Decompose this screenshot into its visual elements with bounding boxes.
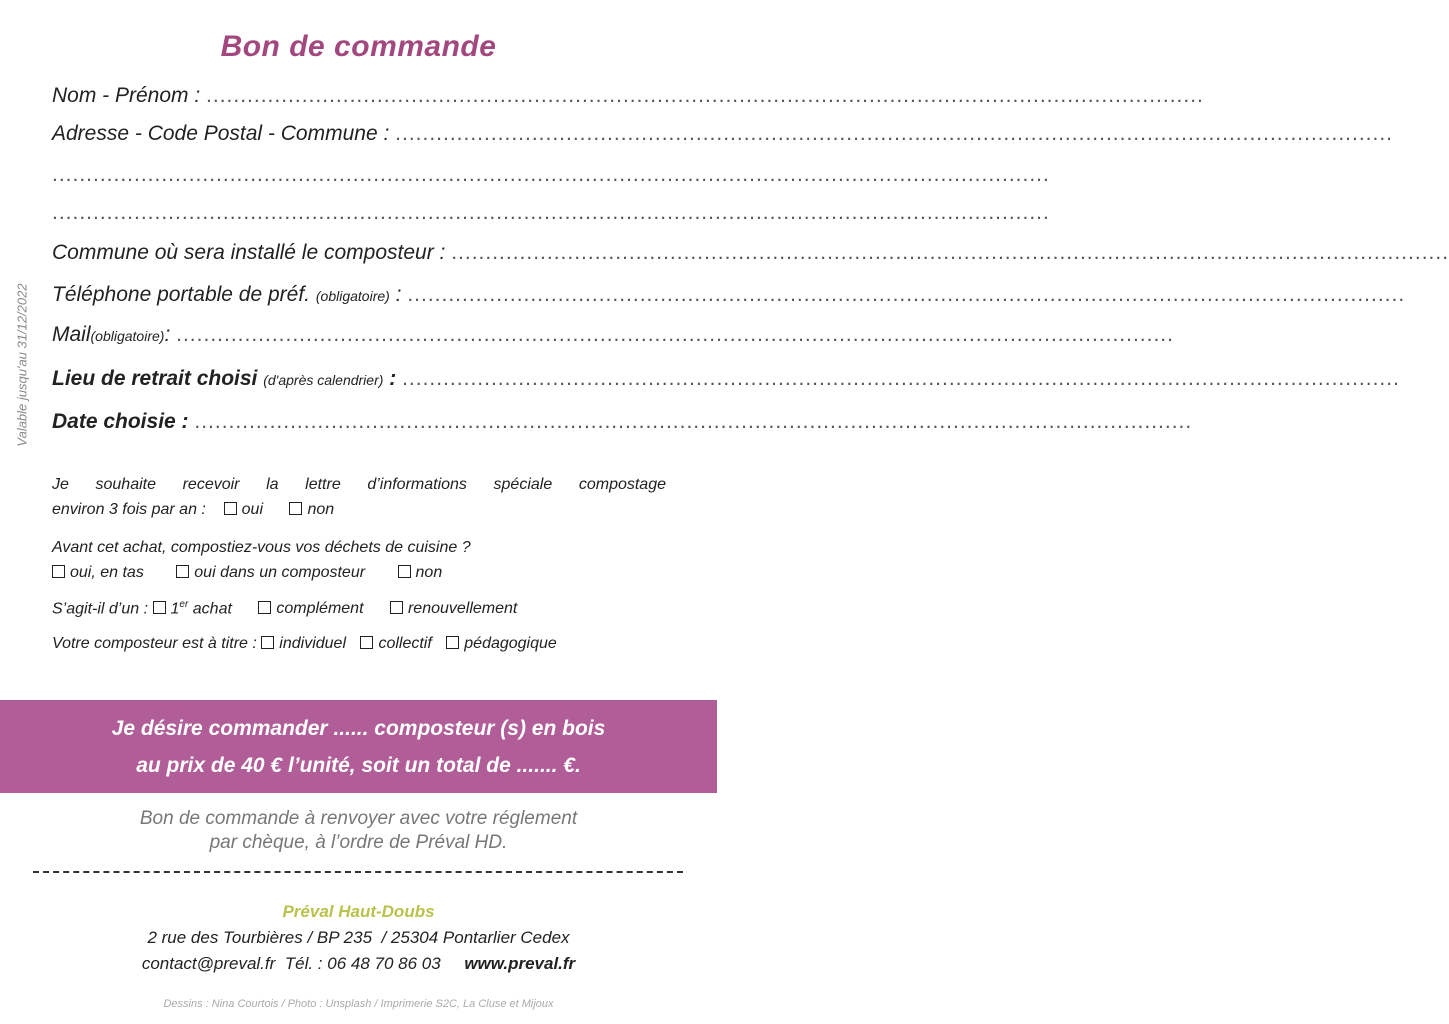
name-field[interactable]: [52, 84, 1204, 108]
address-line-2-dots: ..................................................................................................................................................: [52, 163, 1050, 186]
pickup-place-label: Lieu de retrait choisi: [52, 367, 258, 390]
phone-colon: :: [395, 283, 402, 306]
return-note: [0, 807, 717, 855]
composter-type-row: [52, 635, 666, 653]
newsletter-question-line2: environ 3 fois par an :: [52, 501, 206, 518]
purchase-option-complement[interactable]: complément: [258, 600, 363, 618]
pickup-place-note: (d'après calendrier): [263, 372, 384, 388]
return-note-line-2: par chèque, à l’ordre de Préval HD.: [209, 832, 508, 853]
form-title: Bon de commande: [220, 30, 497, 63]
order-line-1: Je désire commander ...... composteur (s) en bois: [111, 717, 606, 740]
install-commune-dots: ..................................................................................................................................................: [451, 241, 1449, 264]
composter-option-collective[interactable]: collectif: [360, 635, 431, 653]
purchase-type-question: S’agit-il d’un :: [52, 600, 149, 618]
checkbox[interactable]: [398, 565, 411, 578]
pickup-date-label: Date choisie :: [52, 410, 189, 433]
mail-label: Mail: [52, 323, 91, 346]
checkbox[interactable]: [224, 502, 237, 515]
phone-dots: ..................................................................................................................................................: [407, 283, 1406, 306]
prior-option-no[interactable]: non: [398, 564, 443, 582]
checkbox[interactable]: [52, 565, 65, 578]
address-label: Adresse - Code Postal - Commune :: [52, 122, 390, 145]
newsletter-options: [52, 501, 666, 519]
composter-option-individual[interactable]: individuel: [261, 635, 346, 653]
phone-label: Téléphone portable de préf.: [52, 283, 311, 306]
pickup-place-colon: :: [389, 367, 397, 390]
name-label: Nom - Prénom :: [52, 84, 201, 107]
org-address: 2 rue des Tourbières / BP 235 / 25304 Pontarlier Cedex: [147, 928, 570, 947]
prior-option-composter[interactable]: oui dans un composteur: [176, 564, 365, 582]
purchase-option-first[interactable]: 1er achat: [153, 599, 232, 618]
address-line-3[interactable]: [52, 201, 1050, 225]
address-line-2[interactable]: [52, 163, 1050, 187]
name-dots: ..................................................................................................................................................: [206, 84, 1204, 107]
contact-line: [0, 954, 717, 974]
contact-phone: Tél. : 06 48 70 86 03: [284, 954, 441, 973]
order-band: [0, 700, 717, 793]
checkbox[interactable]: [360, 636, 373, 649]
checkbox[interactable]: [258, 601, 271, 614]
contact-email[interactable]: contact@preval.fr: [141, 954, 276, 973]
org-name: Préval Haut-Doubs: [282, 902, 435, 921]
install-commune-field[interactable]: [52, 241, 1449, 265]
checkbox[interactable]: [176, 565, 189, 578]
checkbox[interactable]: [261, 636, 274, 649]
mail-required-note: (obligatoire): [90, 328, 165, 344]
mail-colon: :: [164, 323, 171, 346]
phone-field[interactable]: [52, 283, 1406, 307]
checkbox[interactable]: [390, 601, 403, 614]
mail-dots: ..................................................................................................................................................: [176, 323, 1174, 346]
validity-note: [12, 258, 32, 472]
composter-option-educational[interactable]: pédagogique: [446, 635, 557, 653]
credits: Dessins : Nina Courtois / Photo : Unsplash / Imprimerie S2C, La Cluse et Mijoux: [163, 998, 554, 1010]
address-line-3-dots: ..................................................................................................................................................: [52, 201, 1050, 224]
mail-field[interactable]: [52, 323, 1174, 347]
phone-required-note: (obligatoire): [315, 288, 390, 304]
checkbox[interactable]: [289, 502, 302, 515]
order-line-2: au prix de 40 € l’unité, soit un total de ....... €.: [136, 754, 581, 777]
purchase-option-renewal[interactable]: renouvellement: [390, 600, 517, 618]
contact-website[interactable]: www.preval.fr: [464, 954, 576, 973]
prior-composting-options: [52, 564, 666, 582]
pickup-date-dots: ..................................................................................................................................................: [194, 410, 1193, 433]
pickup-date-field[interactable]: [52, 410, 1193, 434]
checkbox[interactable]: [153, 601, 166, 614]
prior-composting-question: Avant cet achat, compostiez-vous vos déchets de cuisine ?: [52, 539, 471, 556]
composter-type-question: Votre composteur est à titre :: [52, 635, 257, 652]
newsletter-option-no[interactable]: non: [289, 501, 334, 519]
newsletter-question: Je souhaite recevoir la lettre d’informations spéciale compostage: [52, 476, 666, 493]
newsletter-option-yes[interactable]: oui: [224, 501, 263, 519]
cut-line: [33, 871, 683, 873]
prior-option-heap[interactable]: oui, en tas: [52, 564, 144, 582]
checkbox[interactable]: [446, 636, 459, 649]
address-dots: ..................................................................................................................................................: [395, 122, 1393, 145]
validity-note-text: Valable jusqu'au 31/12/2022: [14, 283, 30, 447]
install-commune-label: Commune où sera installé le composteur :: [52, 241, 446, 264]
address-field[interactable]: [52, 122, 1393, 146]
return-note-line-1: Bon de commande à renvoyer avec votre réglement: [139, 808, 578, 829]
purchase-type-row: [52, 599, 666, 618]
pickup-place-field[interactable]: [52, 367, 1400, 391]
pickup-place-dots: ..................................................................................................................................................: [402, 367, 1400, 390]
